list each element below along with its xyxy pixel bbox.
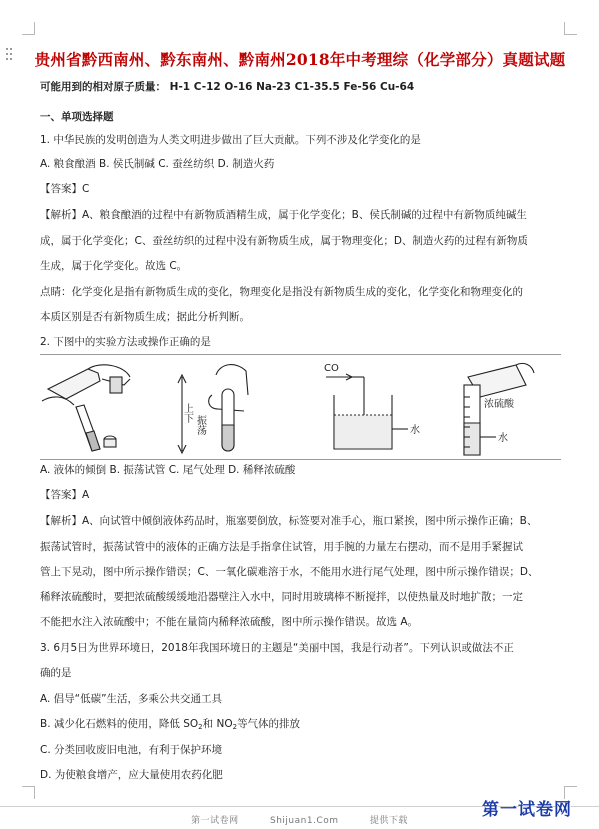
q2-analysis-line: 振荡试管时，振荡试管中的液体的正确方法是手指拿住试管，用手腕的力量左右摆动，而不是用手紧握试 bbox=[40, 541, 523, 553]
q3-stem-line: 3. 6月5日为世界环境日，2018年我国环境日的主题是“美丽中国，我是行动者”。下列认识或做法不正 bbox=[40, 642, 514, 654]
q1-tip-line: 本质区别是否有新物质生成；据此分析判断。 bbox=[40, 311, 250, 323]
q3-option-b-text: B. 减少化石燃料的使用，降低 SO bbox=[40, 718, 199, 730]
q2-analysis-line: 不能把水注入浓硫酸中；不能在量筒内稀释浓硫酸，图中所示操作错误。故选 A。 bbox=[40, 616, 419, 628]
document-title: 贵州省黔西南州、黔东南州、黔南州2018年中考理综（化学部分）真题试题 bbox=[34, 50, 566, 69]
q1-options: A. 粮食酿酒 B. 侯氏制碱 C. 蚕丝纺织 D. 制造火药 bbox=[40, 158, 275, 170]
q2-stem: 2. 下图中的实验方法或操作正确的是 bbox=[40, 336, 211, 348]
shake-label-bottom: 振荡 bbox=[194, 415, 206, 435]
atomic-mass-values: H-1 C-12 O-16 Na-23 C1-35.5 Fe-56 Cu-64 bbox=[169, 81, 415, 93]
q1-tip-line: 点睛：化学变化是指有新物质生成的变化，物理变化是指没有新物质生成的变化，化学变化和物理变化的 bbox=[40, 286, 523, 298]
q2-figure bbox=[40, 354, 561, 460]
q3-option-c: C. 分类回收废旧电池，有利于保护环境 bbox=[40, 744, 223, 756]
q1-analysis-line: 【解析】A、粮食酿酒的过程中有新物质酒精生成，属于化学变化；B、侯氏制碱的过程中有新物质纯碱生 bbox=[40, 209, 527, 221]
footer-left: 第一试卷网 bbox=[191, 816, 239, 826]
q2-analysis-line: 稀释浓硫酸时，要把浓硫酸缓缓地沿器壁注入水中，同时用玻璃棒不断搅拌，以使热量及时地扩散；一定 bbox=[40, 591, 523, 603]
footer-right: 提供下载 bbox=[369, 816, 408, 826]
experiment-illustrations bbox=[40, 355, 561, 459]
q3-stem-line: 确的是 bbox=[40, 667, 72, 679]
water-label-c: 水 bbox=[410, 425, 420, 436]
q1-answer: 【答案】C bbox=[40, 183, 90, 195]
q1-analysis-line: 成，属于化学变化；C、蚕丝纺织的过程中没有新物质生成，属于物理变化；D、制造火药的过程有新物质 bbox=[40, 235, 528, 247]
q2-answer: 【答案】A bbox=[40, 489, 90, 501]
page-corner-mark bbox=[22, 786, 35, 799]
section-heading: 一、单项选择题 bbox=[40, 111, 114, 123]
co-tail-gas-illustration bbox=[326, 374, 408, 449]
q3-option-d: D. 为使粮食增产，应大量使用农药化肥 bbox=[40, 769, 223, 781]
footer-center[interactable]: Shijuan1.Com bbox=[270, 816, 339, 826]
shake-label-top: 上下 bbox=[181, 403, 193, 423]
site-logo[interactable]: 第一试卷网 bbox=[482, 800, 572, 820]
q3-option-b-text: 等气体的排放 bbox=[237, 718, 301, 730]
drag-handle-icon[interactable] bbox=[6, 48, 14, 63]
subscript: 2 bbox=[198, 723, 203, 731]
q2-analysis-line: 管上下晃动，图中所示操作错误；C、一氧化碳难溶于水，不能用水进行尾气处理，图中所示操作错误；D、 bbox=[40, 566, 539, 578]
water-label-d: 水 bbox=[498, 433, 508, 444]
atomic-mass-line bbox=[40, 80, 414, 94]
q3-option-a: A. 倡导“低碳”生活，多乘公共交通工具 bbox=[40, 693, 223, 705]
subscript: 2 bbox=[232, 723, 238, 731]
page-corner-mark bbox=[22, 22, 35, 35]
q2-analysis-line: 【解析】A、向试管中倾倒液体药品时，瓶塞要倒放，标签要对准手心，瓶口紧挨，图中所示操作正确；B、 bbox=[40, 515, 538, 527]
page-corner-mark bbox=[564, 22, 577, 35]
q1-analysis-line: 生成，属于化学变化。故选 C。 bbox=[40, 260, 188, 272]
pouring-liquid-illustration bbox=[42, 365, 130, 451]
atomic-mass-label: 可能用到的相对原子质量： bbox=[40, 81, 166, 93]
co-label: CO bbox=[324, 363, 339, 374]
q2-options: A. 液体的倾倒 B. 振荡试管 C. 尾气处理 D. 稀释浓硫酸 bbox=[40, 464, 296, 476]
q1-stem: 1. 中华民族的发明创造为人类文明进步做出了巨大贡献。下列不涉及化学变化的是 bbox=[40, 134, 421, 146]
q3-option-b bbox=[40, 717, 300, 734]
acid-label: 浓硫酸 bbox=[484, 399, 514, 410]
q3-option-b-text: 和 NO bbox=[202, 718, 233, 730]
